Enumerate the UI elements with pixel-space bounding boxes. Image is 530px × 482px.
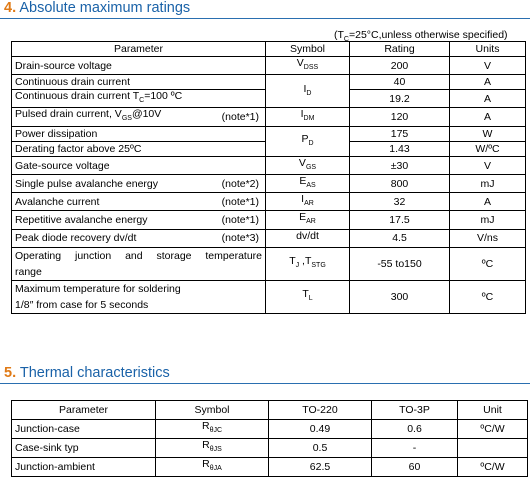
rating-cell: 1.43 (350, 141, 450, 156)
header-parameter: Parameter (12, 401, 156, 420)
section-4-title (4, 0, 190, 17)
symbol-cell: $I_D$ (266, 75, 350, 108)
unit-cell: W/ºC (450, 141, 526, 156)
to220-cell: 62.5 (269, 458, 372, 477)
table-row (12, 75, 526, 90)
symbol-cell: $E_{AS}$ (266, 175, 350, 193)
rating-cell: 300 (350, 280, 450, 313)
note-ref: (note*1) (221, 195, 259, 208)
param-cell: Junction-case (12, 420, 156, 439)
param-cell: Peak diode recovery dv/dt (note*3) (12, 229, 266, 247)
unit-cell: W (450, 126, 526, 141)
table-row (12, 57, 526, 75)
table-row (12, 126, 526, 141)
to3p-cell: - (372, 439, 458, 458)
table-row (12, 229, 526, 247)
rating-cell: 17.5 (350, 211, 450, 229)
param-cell: Pulsed drain current, $V_{GS}@10V$ (note*1) (12, 108, 266, 126)
header-unit: Unit (458, 401, 528, 420)
note-ref: (note*1) (221, 111, 259, 124)
unit-cell: mJ (450, 211, 526, 229)
unit-cell: ºC (450, 247, 526, 280)
unit-cell: A (450, 90, 526, 108)
param-cell: Gate-source voltage (12, 157, 266, 175)
condition-note: ($T_C=25^\circ C,unless$ otherwise specified) (334, 29, 508, 44)
table-header-row (12, 401, 528, 420)
note-ref: (note*3) (221, 232, 259, 245)
param-cell: Junction-ambient (12, 458, 156, 477)
symbol-cell: $E_{AR}$ (266, 211, 350, 229)
unit-cell: A (450, 108, 526, 126)
table-row (12, 458, 528, 477)
section-4-number: 4. (4, 0, 17, 16)
param-cell: Maximum temperature for soldering 1/8″ from case for 5 seconds (12, 280, 266, 313)
table-row (12, 193, 526, 211)
table-row (12, 280, 526, 313)
symbol-cell: $I_{AR}$ (266, 193, 350, 211)
param-cell: Repetitive avalanche energy (note*1) (12, 211, 266, 229)
table-row (12, 420, 528, 439)
header-to220: TO-220 (269, 401, 372, 420)
param-cell: Continuous drain current $T_C=100$ ºC (12, 90, 266, 108)
symbol-cell: $V_{GS}$ (266, 157, 350, 175)
unit-cell: A (450, 75, 526, 90)
section-4-label: Absolute maximum ratings (19, 0, 191, 16)
rating-cell: 19.2 (350, 90, 450, 108)
rating-cell: 200 (350, 57, 450, 75)
section-5-rule (0, 383, 530, 384)
to3p-cell: 0.6 (372, 420, 458, 439)
table-row (12, 175, 526, 193)
symbol-cell: $R_{\theta JC}$ (156, 420, 269, 439)
thermal-characteristics-table (11, 400, 528, 477)
table-header-row (12, 42, 526, 57)
rating-cell: 32 (350, 193, 450, 211)
symbol-cell: $R_{\theta JS}$ (156, 439, 269, 458)
unit-cell: A (450, 193, 526, 211)
symbol-cell: $V_{DSS}$ (266, 57, 350, 75)
to3p-cell: 60 (372, 458, 458, 477)
table-row (12, 108, 526, 126)
header-to3p: TO-3P (372, 401, 458, 420)
param-cell: Continuous drain current (12, 75, 266, 90)
section-4-rule (0, 18, 530, 19)
table-row (12, 247, 526, 280)
unit-cell: ºC (450, 280, 526, 313)
param-cell: Drain-source voltage (12, 57, 266, 75)
unit-cell (458, 439, 528, 458)
header-symbol: Symbol (266, 42, 350, 57)
unit-cell: ºC/W (458, 420, 528, 439)
param-cell: Case-sink typ (12, 439, 156, 458)
rating-cell: 120 (350, 108, 450, 126)
to220-cell: 0.5 (269, 439, 372, 458)
symbol-cell: dv/dt (266, 229, 350, 247)
unit-cell: V (450, 157, 526, 175)
section-5-number: 5. (4, 365, 17, 381)
unit-cell: V (450, 57, 526, 75)
to220-cell: 0.49 (269, 420, 372, 439)
header-rating: Rating (350, 42, 450, 57)
header-parameter: Parameter (12, 42, 266, 57)
param-cell: Single pulse avalanche energy (note*2) (12, 175, 266, 193)
symbol-cell: $T_L$ (266, 280, 350, 313)
unit-cell: mJ (450, 175, 526, 193)
param-cell: Derating factor above 25ºC (12, 141, 266, 156)
unit-cell: ºC/W (458, 458, 528, 477)
table-row (12, 439, 528, 458)
section-5-label: Thermal characteristics (19, 365, 170, 381)
header-units: Units (450, 42, 526, 57)
absolute-max-ratings-table (11, 41, 526, 314)
symbol-cell: $T_J$ $,T_{STG}$ (266, 247, 350, 280)
param-cell: Power dissipation (12, 126, 266, 141)
rating-cell: 4.5 (350, 229, 450, 247)
section-5-title (4, 365, 170, 382)
note-ref: (note*1) (221, 214, 259, 226)
rating-cell: -55 to150 (350, 247, 450, 280)
rating-cell: 800 (350, 175, 450, 193)
table-row (12, 157, 526, 175)
rating-cell: ±30 (350, 157, 450, 175)
table-row (12, 211, 526, 229)
symbol-cell: $P_D$ (266, 126, 350, 157)
param-cell: Avalanche current (note*1) (12, 193, 266, 211)
param-cell: Operating junction and storage temperature range (12, 247, 266, 280)
rating-cell: 40 (350, 75, 450, 90)
symbol-cell: $R_{\theta JA}$ (156, 458, 269, 477)
symbol-cell: $I_{DM}$ (266, 108, 350, 126)
rating-cell: 175 (350, 126, 450, 141)
note-ref: (note*2) (221, 177, 259, 190)
header-symbol: Symbol (156, 401, 269, 420)
unit-cell: V/ns (450, 229, 526, 247)
